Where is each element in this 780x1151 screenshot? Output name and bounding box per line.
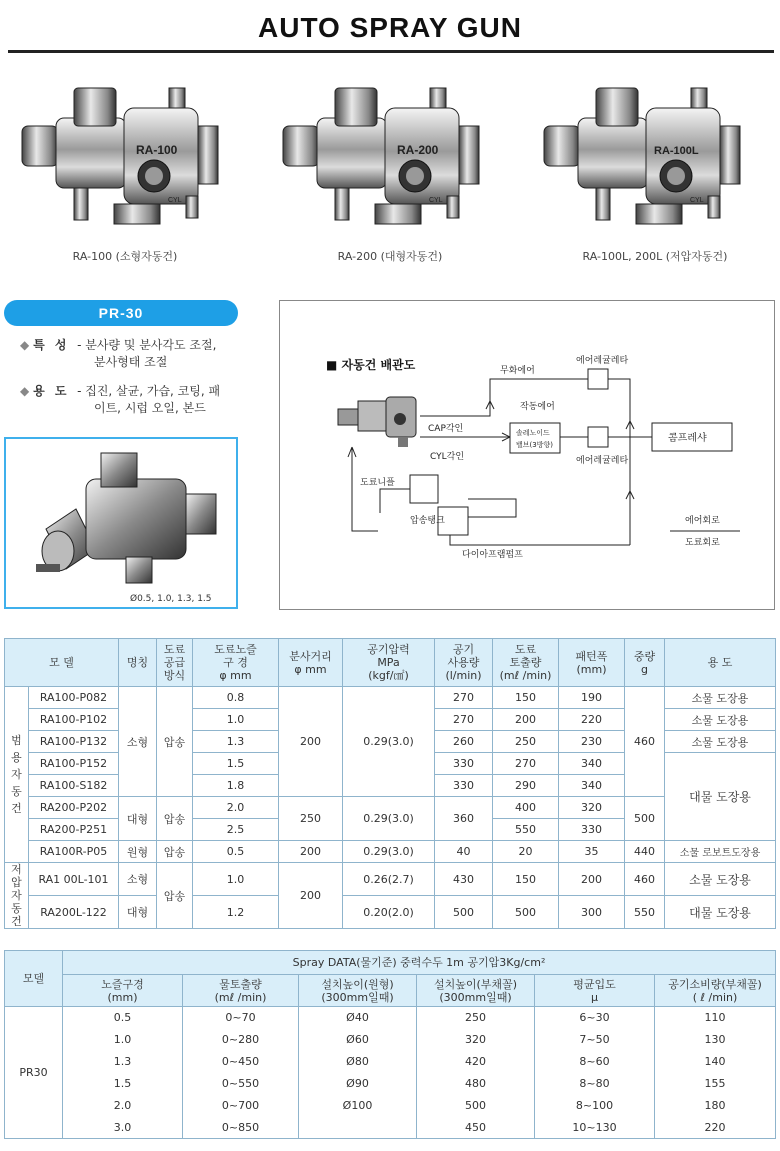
cell-discharge: 290 <box>493 775 559 797</box>
th-discharge: 물토출량 (mℓ /min) <box>183 975 299 1007</box>
pr30-badge: PR-30 <box>4 300 238 326</box>
use-text: 이트, 시럽 오일, 본드 <box>94 401 206 415</box>
cell-particle: 10~130 <box>535 1117 655 1139</box>
cell-particle: 6~30 <box>535 1007 655 1029</box>
piping-diagram <box>279 300 775 610</box>
cell-use: 소물 도장용 <box>665 731 776 753</box>
cell-height-fan: 420 <box>417 1051 535 1073</box>
cell-particle: 8~60 <box>535 1051 655 1073</box>
cell-height-round <box>299 1117 417 1139</box>
cell-air-consumption: 155 <box>655 1073 776 1095</box>
th-pattern: 패턴폭 (mm) <box>559 639 625 687</box>
label-regulator-top: 에어레귤레타 <box>576 356 629 366</box>
feature-key: 특 성 <box>33 338 70 352</box>
cell-discharge: 250 <box>493 731 559 753</box>
table-row <box>5 863 776 896</box>
cell-use: 대물 도장용 <box>665 753 776 841</box>
table-row <box>5 1029 776 1051</box>
cell-pressure: 0.29(3.0) <box>343 797 435 841</box>
cell-distance: 200 <box>279 841 343 863</box>
cell-nozzle: 1.2 <box>193 896 279 929</box>
th-particle: 평균입도 μ <box>535 975 655 1007</box>
spray-gun-image <box>275 78 485 238</box>
cell-air-use: 270 <box>435 709 493 731</box>
spray-gun-image <box>536 78 746 238</box>
cell-nozzle: 1.0 <box>63 1029 183 1051</box>
cell-air-use: 260 <box>435 731 493 753</box>
cell-pattern: 340 <box>559 753 625 775</box>
cell-discharge: 0~850 <box>183 1117 299 1139</box>
cell-nozzle: 1.8 <box>193 775 279 797</box>
th-model: 모 델 <box>5 639 119 687</box>
cell-nozzle: 2.5 <box>193 819 279 841</box>
cell-model: RA200-P251 <box>29 819 119 841</box>
cell-pressure: 0.26(2.7) <box>343 863 435 896</box>
th-nozzle: 도료노즐 구 경 φ mm <box>193 639 279 687</box>
label-mist-air: 무화에어 <box>500 366 535 376</box>
cell-discharge: 200 <box>493 709 559 731</box>
cell-air-consumption: 180 <box>655 1095 776 1117</box>
cell-height-round: Ø90 <box>299 1073 417 1095</box>
th-use: 용 도 <box>665 639 776 687</box>
cell-discharge: 20 <box>493 841 559 863</box>
use-text: - 집진, 살균, 가습, 코팅, 패 <box>77 384 221 398</box>
th-air-use: 공기 사용량 (l/min) <box>435 639 493 687</box>
cell-height-fan: 500 <box>417 1095 535 1117</box>
diagram-title: ■ 자동건 배관도 <box>326 358 416 372</box>
cell-nozzle: 0.8 <box>193 687 279 709</box>
cell-nozzle: 1.5 <box>63 1073 183 1095</box>
cell-air-use: 430 <box>435 863 493 896</box>
cell-model: RA100-P082 <box>29 687 119 709</box>
cell-discharge: 150 <box>493 863 559 896</box>
gun-cyl-label: CYL <box>168 197 182 204</box>
th-distance: 분사거리 φ mm <box>279 639 343 687</box>
pr30-nozzle-image <box>6 439 236 607</box>
cell-air-use: 270 <box>435 687 493 709</box>
cell-model: RA100-P152 <box>29 753 119 775</box>
nipple-box <box>410 475 438 503</box>
gun-model-label: RA-200 <box>397 143 439 157</box>
piping-diagram-svg <box>280 301 774 609</box>
cell-supply: 압송 <box>157 687 193 797</box>
cell-particle: 8~100 <box>535 1095 655 1117</box>
th-discharge: 도료 토출량 (mℓ /min) <box>493 639 559 687</box>
page-title: AUTO SPRAY GUN <box>258 12 522 43</box>
cell-nozzle: 1.3 <box>63 1051 183 1073</box>
gun-cyl-label: CYL <box>690 197 704 204</box>
table-row <box>5 687 776 709</box>
cell-name: 소형 <box>119 687 157 797</box>
cell-name: 소형 <box>119 863 157 896</box>
pr30-photo-box <box>4 437 238 609</box>
cell-weight: 550 <box>625 896 665 929</box>
cell-use: 대물 도장용 <box>665 896 776 929</box>
cell-name: 대형 <box>119 896 157 929</box>
cell-use: 소물 로보트도장용 <box>665 841 776 863</box>
gun-caption: RA-100 (소형자동건) <box>72 250 178 263</box>
cell-model: RA100-P132 <box>29 731 119 753</box>
cell-nozzle: 1.0 <box>193 709 279 731</box>
cell-height-round: Ø100 <box>299 1095 417 1117</box>
cell-air-consumption: 220 <box>655 1117 776 1139</box>
label-solenoid-1: 솔레노이드 <box>516 429 550 437</box>
cell-supply: 압송 <box>157 797 193 841</box>
cell-discharge: 500 <box>493 896 559 929</box>
cell-height-round: Ø80 <box>299 1051 417 1073</box>
gun-model-label: RA-100 <box>136 143 178 157</box>
gun-caption: RA-100L, 200L (저압자동건) <box>582 250 728 263</box>
cell-air-use: 330 <box>435 775 493 797</box>
cell-model: RA100-P102 <box>29 709 119 731</box>
th-model: 모델 <box>5 951 63 1007</box>
cell-pressure: 0.20(2.0) <box>343 896 435 929</box>
cell-discharge: 150 <box>493 687 559 709</box>
label-cyl: CYL각인 <box>430 452 465 462</box>
diagram-gun-icon <box>338 397 416 447</box>
cell-weight: 500 <box>625 797 665 841</box>
cell-air-consumption: 140 <box>655 1051 776 1073</box>
cell-pattern: 200 <box>559 863 625 896</box>
cell-height-fan: 450 <box>417 1117 535 1139</box>
spec-table <box>4 638 776 929</box>
cell-pressure: 0.29(3.0) <box>343 687 435 797</box>
feature-text: - 분사량 및 분사각도 조절, <box>77 338 217 352</box>
label-cap: CAP각인 <box>428 424 464 434</box>
cell-supply: 압송 <box>157 841 193 863</box>
cell-particle: 7~50 <box>535 1029 655 1051</box>
cell-supply: 압송 <box>157 863 193 929</box>
cell-name: 원형 <box>119 841 157 863</box>
label-solenoid-2: 밸브(3방향) <box>516 441 553 449</box>
cell-distance: 250 <box>279 797 343 841</box>
cell-discharge: 400 <box>493 797 559 819</box>
cell-pattern: 190 <box>559 687 625 709</box>
table-row <box>5 841 776 863</box>
cell-air-use: 360 <box>435 797 493 841</box>
cell-pattern: 230 <box>559 731 625 753</box>
th-weight: 중량 g <box>625 639 665 687</box>
label-tank: 압송탱크 <box>410 516 445 526</box>
group-low: 저 압 자 동 건 <box>5 863 29 929</box>
cell-pattern: 300 <box>559 896 625 929</box>
title-divider <box>8 50 774 53</box>
label-act-air: 작동에어 <box>520 402 555 412</box>
cell-discharge: 270 <box>493 753 559 775</box>
cell-use: 소물 도장용 <box>665 687 776 709</box>
cell-height-round: Ø60 <box>299 1029 417 1051</box>
label-nipple: 도료니플 <box>360 478 395 488</box>
cell-nozzle: 2.0 <box>63 1095 183 1117</box>
cell-weight: 440 <box>625 841 665 863</box>
cell-weight: 460 <box>625 687 665 797</box>
use-key: 용 도 <box>33 384 70 398</box>
legend-air: 에어회로 <box>685 516 720 526</box>
cell-nozzle: 1.5 <box>193 753 279 775</box>
diamond-icon: ◆ <box>20 384 30 398</box>
th-name: 명칭 <box>119 639 157 687</box>
cell-use: 소물 도장용 <box>665 863 776 896</box>
cell-distance: 200 <box>279 863 343 929</box>
table-row <box>5 896 776 929</box>
cell-model: RA200L-122 <box>29 896 119 929</box>
table-row <box>5 1051 776 1073</box>
cell-air-use: 40 <box>435 841 493 863</box>
label-compressor: 콤프레샤 <box>668 433 707 444</box>
spray-gun-image <box>14 78 224 238</box>
spray-data-table <box>4 950 776 1139</box>
th-supply: 도료 공급 방식 <box>157 639 193 687</box>
th-height-fan: 설치높이(부채꼴) (300mm일때) <box>417 975 535 1007</box>
cell-pattern: 220 <box>559 709 625 731</box>
group-general: 범 용 자 동 건 <box>5 687 29 863</box>
cell-model: RA100-S182 <box>29 775 119 797</box>
cell-air-use: 330 <box>435 753 493 775</box>
th-nozzle: 노즐구경 (mm) <box>63 975 183 1007</box>
cell-name: 대형 <box>119 797 157 841</box>
table-row <box>5 1073 776 1095</box>
table-row <box>5 797 776 819</box>
cell-model: PR30 <box>5 1007 63 1139</box>
nozzle-sizes: Ø0.5, 1.0, 1.3, 1.5 <box>130 594 212 604</box>
cell-air-use: 500 <box>435 896 493 929</box>
cell-discharge: 0~450 <box>183 1051 299 1073</box>
label-pump: 다이아프램펌프 <box>462 550 523 560</box>
cell-discharge: 0~70 <box>183 1007 299 1029</box>
th-spray-data: Spray DATA(물기준) 중력수두 1m 공기압3Kg/cm² <box>63 951 776 975</box>
cell-model: RA100R-P05 <box>29 841 119 863</box>
cell-weight: 460 <box>625 863 665 896</box>
cell-height-fan: 320 <box>417 1029 535 1051</box>
cell-nozzle: 3.0 <box>63 1117 183 1139</box>
use-spec <box>20 383 250 417</box>
cell-air-consumption: 110 <box>655 1007 776 1029</box>
th-pressure: 공기압력 MPa (kgf/㎠) <box>343 639 435 687</box>
cell-discharge: 550 <box>493 819 559 841</box>
table-row <box>5 1007 776 1029</box>
cell-pattern: 35 <box>559 841 625 863</box>
cell-distance: 200 <box>279 687 343 797</box>
gun-cyl-label: CYL <box>429 197 443 204</box>
cell-height-fan: 480 <box>417 1073 535 1095</box>
cell-air-consumption: 130 <box>655 1029 776 1051</box>
cell-model: RA200-P202 <box>29 797 119 819</box>
th-air-consumption: 공기소비량(부채꼴) ( ℓ /min) <box>655 975 776 1007</box>
cell-discharge: 0~550 <box>183 1073 299 1095</box>
table-row <box>5 1117 776 1139</box>
table-row <box>5 1095 776 1117</box>
label-regulator-bottom: 에어레귤레타 <box>576 456 629 466</box>
cell-nozzle: 1.3 <box>193 731 279 753</box>
cell-height-fan: 250 <box>417 1007 535 1029</box>
cell-discharge: 0~280 <box>183 1029 299 1051</box>
cell-nozzle: 0.5 <box>63 1007 183 1029</box>
diamond-icon: ◆ <box>20 338 30 352</box>
cell-pattern: 340 <box>559 775 625 797</box>
cell-particle: 8~80 <box>535 1073 655 1095</box>
act-air-regulator <box>588 427 608 447</box>
gun-caption: RA-200 (대형자동건) <box>337 250 443 263</box>
mist-air-regulator <box>588 369 608 389</box>
cell-use: 소물 도장용 <box>665 709 776 731</box>
feature-spec <box>20 337 250 371</box>
cell-pattern: 330 <box>559 819 625 841</box>
cell-nozzle: 0.5 <box>193 841 279 863</box>
cell-nozzle: 1.0 <box>193 863 279 896</box>
legend-paint: 도료회로 <box>685 538 720 548</box>
cell-height-round: Ø40 <box>299 1007 417 1029</box>
cell-discharge: 0~700 <box>183 1095 299 1117</box>
gun-model-label: RA-100L <box>654 145 699 157</box>
feature-text: 분사형태 조절 <box>94 355 168 369</box>
cell-nozzle: 2.0 <box>193 797 279 819</box>
cell-model: RA1 00L-101 <box>29 863 119 896</box>
cell-pattern: 320 <box>559 797 625 819</box>
cell-pressure: 0.29(3.0) <box>343 841 435 863</box>
th-height-round: 설치높이(원형) (300mm일때) <box>299 975 417 1007</box>
